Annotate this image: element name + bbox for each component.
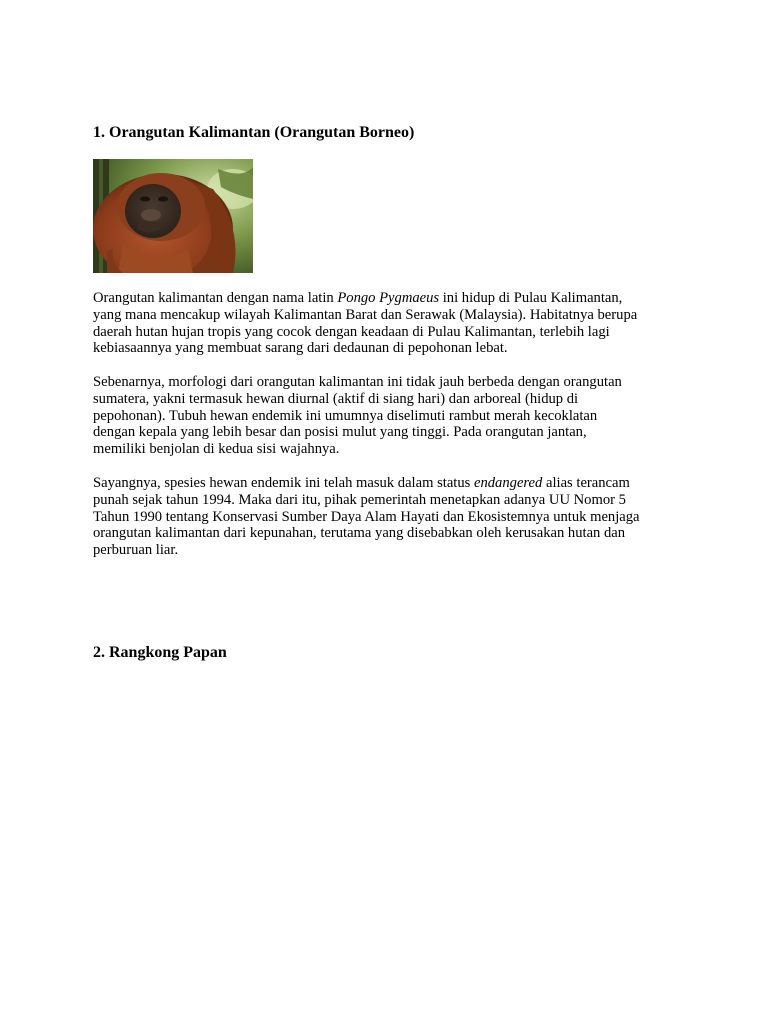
text-run: Orangutan kalimantan dengan nama latin bbox=[93, 290, 338, 306]
text-run: alias terancam bbox=[542, 475, 630, 491]
text-line: dengan kepala yang lebih besar dan posisi mulut yang tinggi. Pada orangutan jantan, bbox=[93, 424, 587, 441]
text-line: sumatera, yakni termasuk hewan diurnal (aktif di siang hari) dan arboreal (hidup di bbox=[93, 390, 579, 407]
text-line: perburuan liar. bbox=[93, 542, 179, 559]
text-line: orangutan kalimantan dari kepunahan, terutama yang disebabkan oleh kerusakan hutan dan bbox=[93, 525, 626, 542]
paragraph-morphology bbox=[93, 374, 693, 458]
text-line: punah sejak tahun 1994. Maka dari itu, pihak pemerintah menetapkan adanya UU Nomor 5 bbox=[93, 491, 626, 508]
section-heading-rangkong: 2. Rangkong Papan bbox=[93, 644, 227, 661]
latin-name: Pongo Pygmaeus bbox=[337, 290, 440, 306]
text-line: pepohonan). Tubuh hewan endemik ini umumnya diselimuti rambut merah kecoklatan bbox=[93, 407, 598, 424]
paragraph-habitat bbox=[93, 290, 693, 357]
orangutan-photo bbox=[93, 159, 253, 273]
text-line: Tahun 1990 tentang Konservasi Sumber Daya Alam Hayati dan Ekosistemnya untuk menjaga bbox=[93, 508, 640, 525]
text-run: ini hidup di Pulau Kalimantan, bbox=[439, 290, 623, 306]
section-heading-orangutan: 1. Orangutan Kalimantan (Orangutan Borneo) bbox=[93, 124, 415, 141]
text-line: Sebenarnya, morfologi dari orangutan kalimantan ini tidak jauh berbeda dengan orangutan bbox=[93, 374, 622, 390]
status-term: endangered bbox=[473, 475, 543, 491]
text-line: daerah hutan hujan tropis yang cocok dengan keadaan di Pulau Kalimantan, terlebih lagi bbox=[93, 323, 610, 340]
text-line: kebiasaannya yang membuat sarang dari dedaunan di pepohonan lebat. bbox=[93, 340, 508, 357]
text-line: memiliki benjolan di kedua sisi wajahnya. bbox=[93, 441, 340, 458]
text-line: yang mana mencakup wilayah Kalimantan Barat dan Serawak (Malaysia). Habitatnya berupa bbox=[93, 306, 638, 323]
paragraph-conservation bbox=[93, 475, 693, 559]
text-run: Sayangnya, spesies hewan endemik ini telah masuk dalam status bbox=[93, 475, 474, 491]
